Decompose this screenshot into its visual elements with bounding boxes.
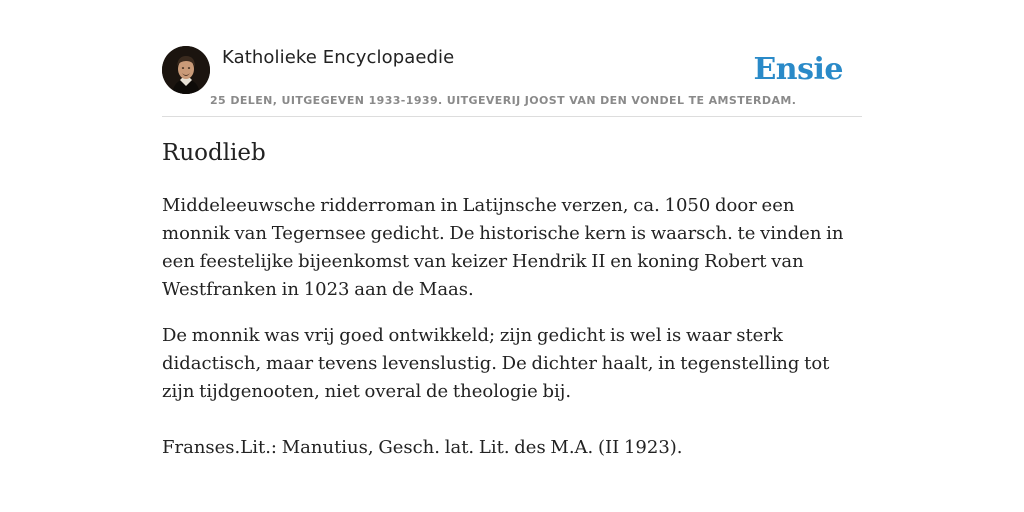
- entry-title: Ruodlieb: [162, 140, 266, 166]
- source-header: [162, 46, 862, 117]
- literature-reference: Franses.Lit.: Manutius, Gesch. lat. Lit. des M.A. (II 1923).: [162, 437, 683, 458]
- entry-paragraph: Middeleeuwsche ridderroman in Latijnsche verzen, ca. 1050 door een monnik van Tegernsee gedicht. De historische kern is waarsch. te vinden in een feestelijke bijeenkomst van keizer Hendrik II en koning Robert van Westfranken in 1023 aan de Maas.: [162, 195, 844, 300]
- entry-content: [162, 192, 862, 480]
- entry-paragraph: De monnik was vrij goed ontwikkeld; zijn gedicht is wel is waar sterk didactisch, maar tevens levenslustig. De dichter haalt, in tegenstelling tot zijn tijdgenooten, niet overal de theologie bij.: [162, 325, 830, 402]
- brand-logo-link[interactable]: Ensie: [753, 52, 843, 87]
- portrait-avatar-icon[interactable]: [162, 46, 210, 94]
- source-subtitle: 25 DELEN, UITGEGEVEN 1933-1939. UITGEVERIJ JOOST VAN DEN VONDEL TE AMSTERDAM.: [210, 94, 797, 107]
- source-title[interactable]: Katholieke Encyclopaedie: [222, 47, 455, 68]
